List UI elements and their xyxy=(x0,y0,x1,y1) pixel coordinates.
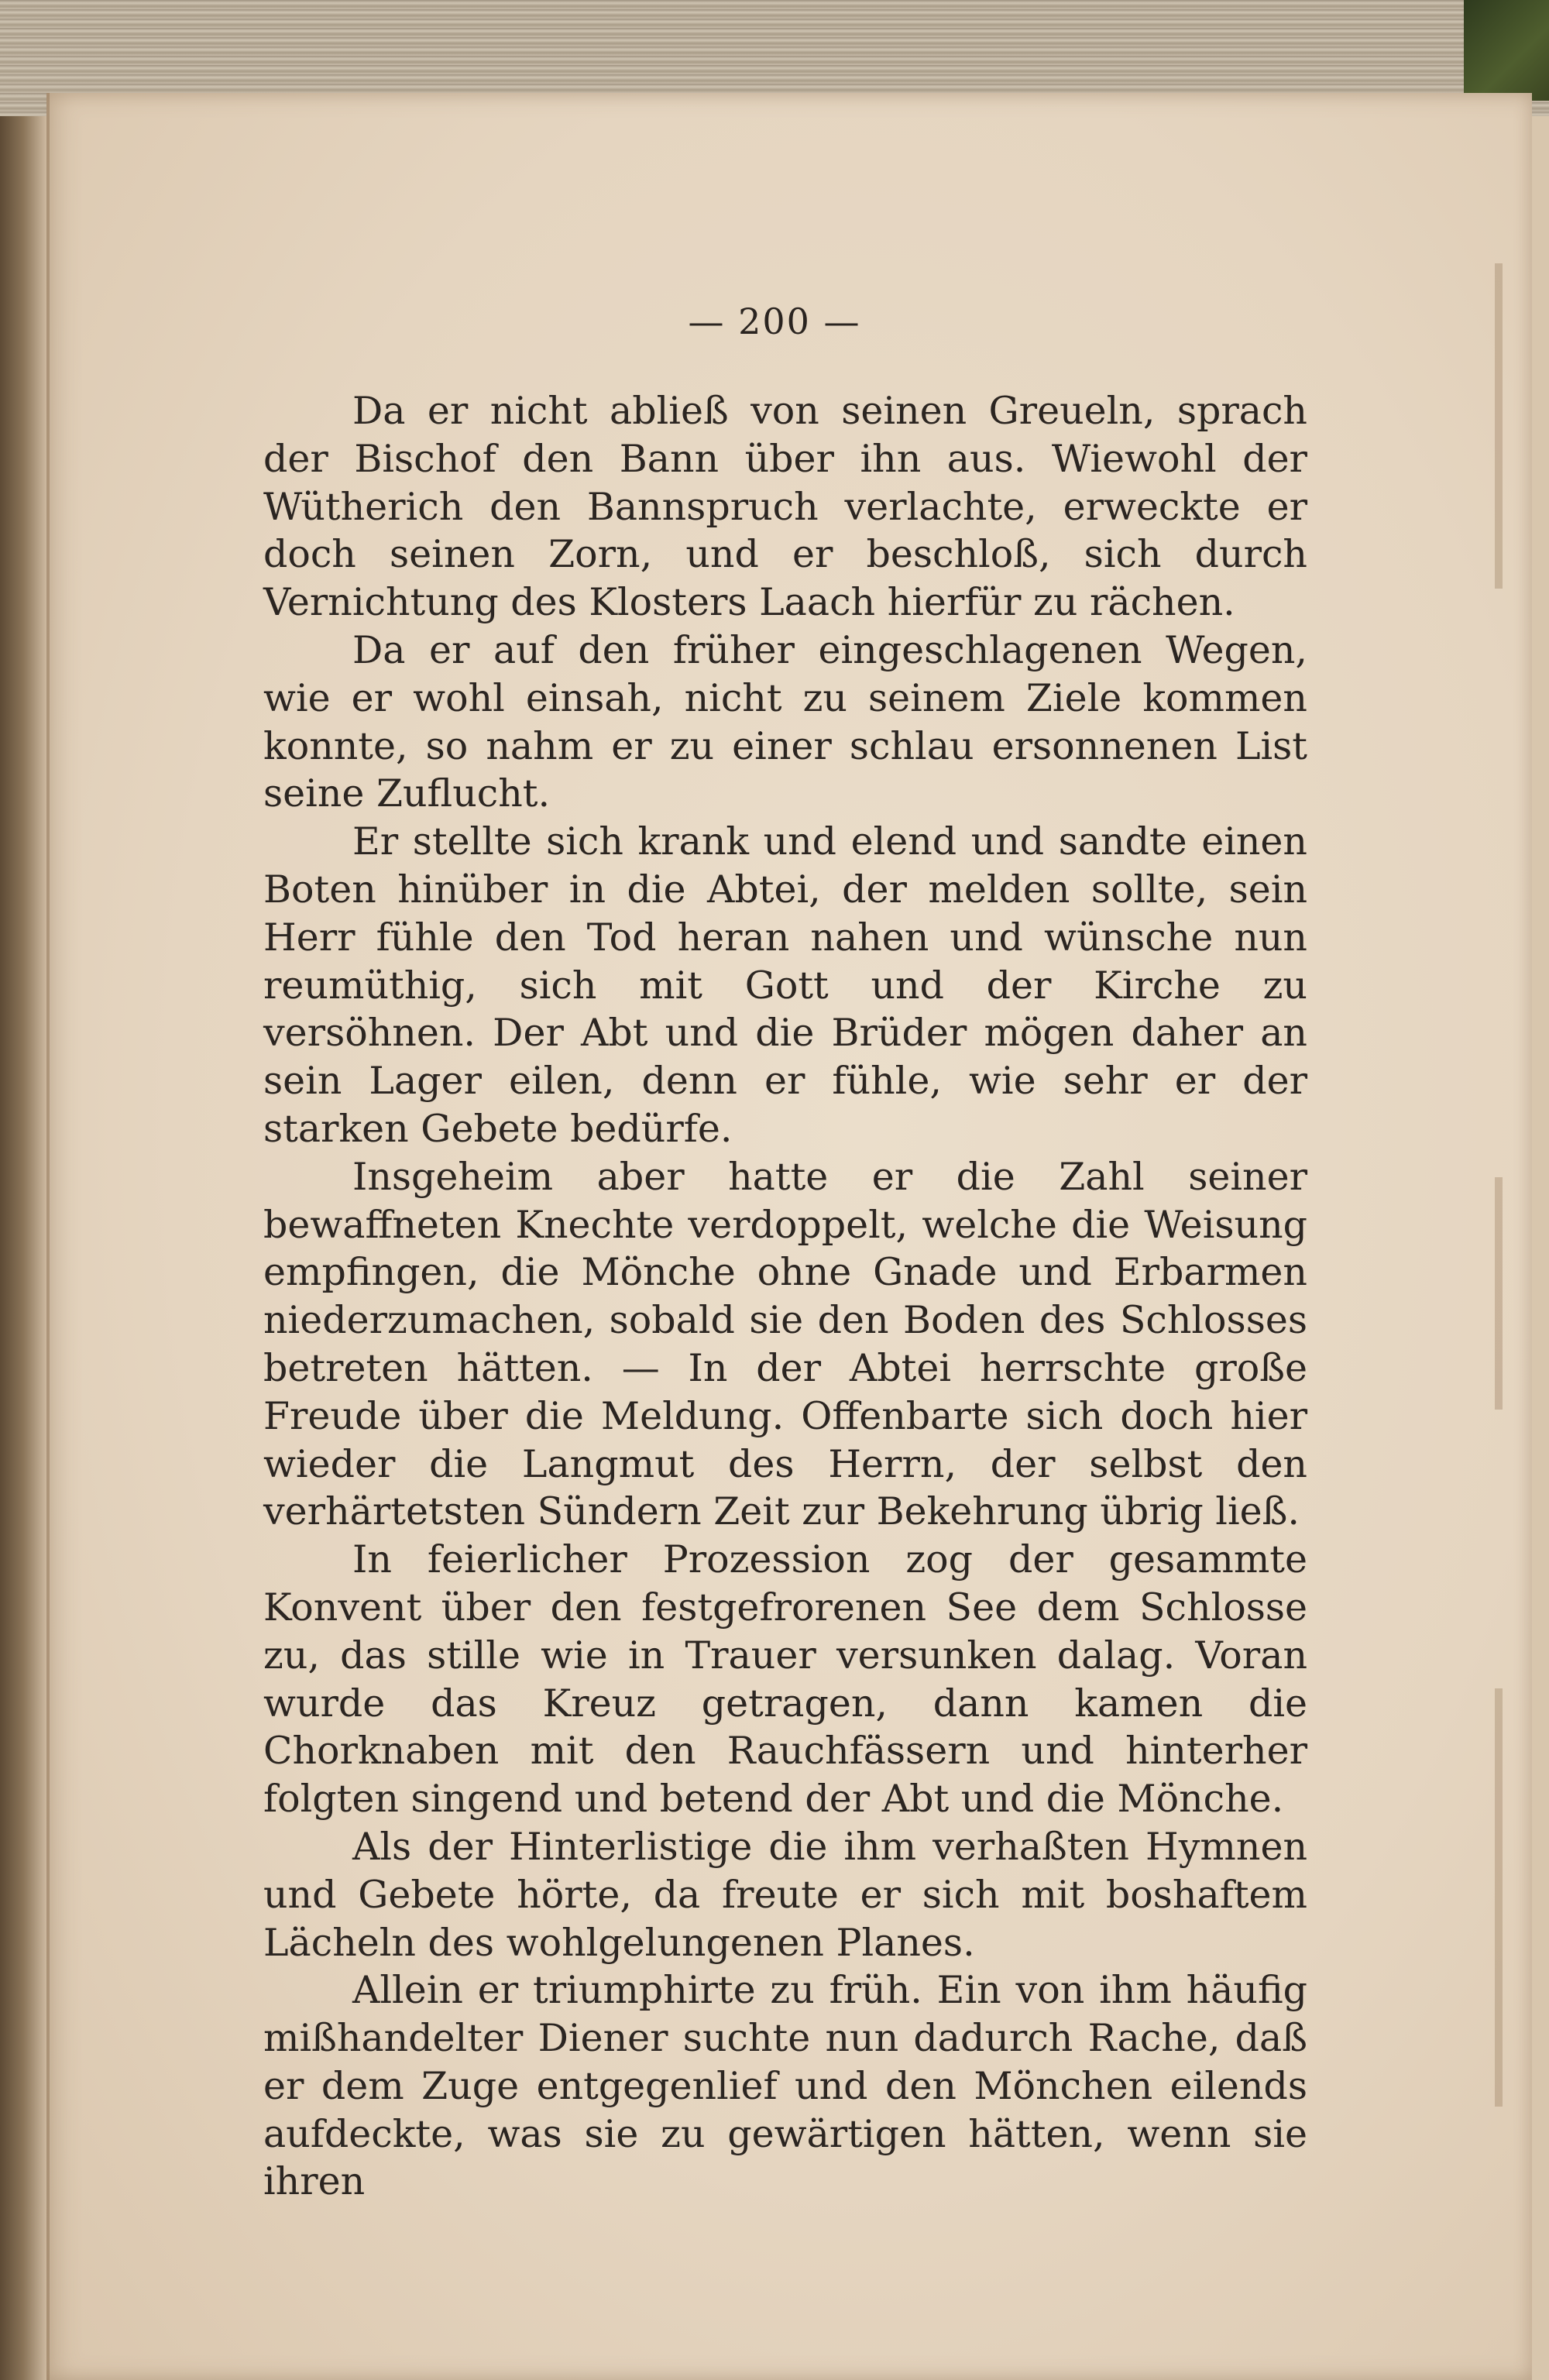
paragraph: Als der Hinterlistige die ihm verhaßten Hymnen und Gebete hörte, da freute er sich mit boshaftem Lächeln des wohlgelungenen Planes. xyxy=(263,1824,1307,1965)
paragraph: Insgeheim aber hatte er die Zahl seiner bewaffneten Knechte verdoppelt, welche die Weisung empfingen, die Mönche ohne Gnade und Erbarmen niederzumachen, sobald sie den Boden des Schlosses betreten hätten. — In der Abtei herrschte große Freude über die Meldung. Offenbarte sich doch hier wieder die Langmut des Herrn, der selbst den verhärtetsten Sündern Zeit zur Bekehrung übrig ließ. xyxy=(263,1154,1307,1534)
paragraph: Er stellte sich krank und elend und sandte einen Boten hinüber in die Abtei, der melden sollte, sein Herr fühle den Tod heran nahen und wünsche nun reumüthig, sich mit Gott und der Kirche zu versöhnen. Der Abt und die Brüder mögen daher an sein Lager eilen, denn er fühle, wie sehr er der starken Gebete bedürfe. xyxy=(263,819,1307,1151)
paragraph: Da er auf den früher eingeschlagenen Wegen, wie er wohl einsah, nicht zu seinem Ziele kommen konnte, so nahm er zu einer schlau ersonnenen List seine Zuflucht. xyxy=(263,627,1307,816)
paragraph: Allein er triumphirte zu früh. Ein von ihm häufig mißhandelter Diener suchte nun dadurch Rache, daß er dem Zuge entgegenlief und den Mönchen eilends aufdeckte, was sie zu gewärtigen hätten, wenn sie ihren xyxy=(263,1968,1307,2204)
paragraph: In feierlicher Prozession zog der gesammte Konvent über den festgefrorenen See dem Schlosse zu, das stille wie in Trauer versunken dalag. Voran wurde das Kreuz getragen, dann kamen die Chorknaben mit den Rauchfässern und hinterher folgten singend und betend der Abt und die Mönche. xyxy=(263,1537,1307,1822)
page-number: — 200 — xyxy=(688,301,861,342)
next-page-edge xyxy=(1495,1688,1503,2107)
next-page-edge xyxy=(1495,1177,1503,1410)
body-text xyxy=(263,387,1307,2206)
book-cover-corner xyxy=(1464,0,1549,101)
page-gutter xyxy=(46,93,50,2380)
paragraph: Da er nicht abließ von seinen Greueln, sprach der Bischof den Bann über ihn aus. Wiewohl der Wütherich den Bannspruch verlachte, erweckte er doch seinen Zorn, und er beschloß, sich durch Vernichtung des Klosters Laach hierfür zu rächen. xyxy=(263,389,1307,625)
